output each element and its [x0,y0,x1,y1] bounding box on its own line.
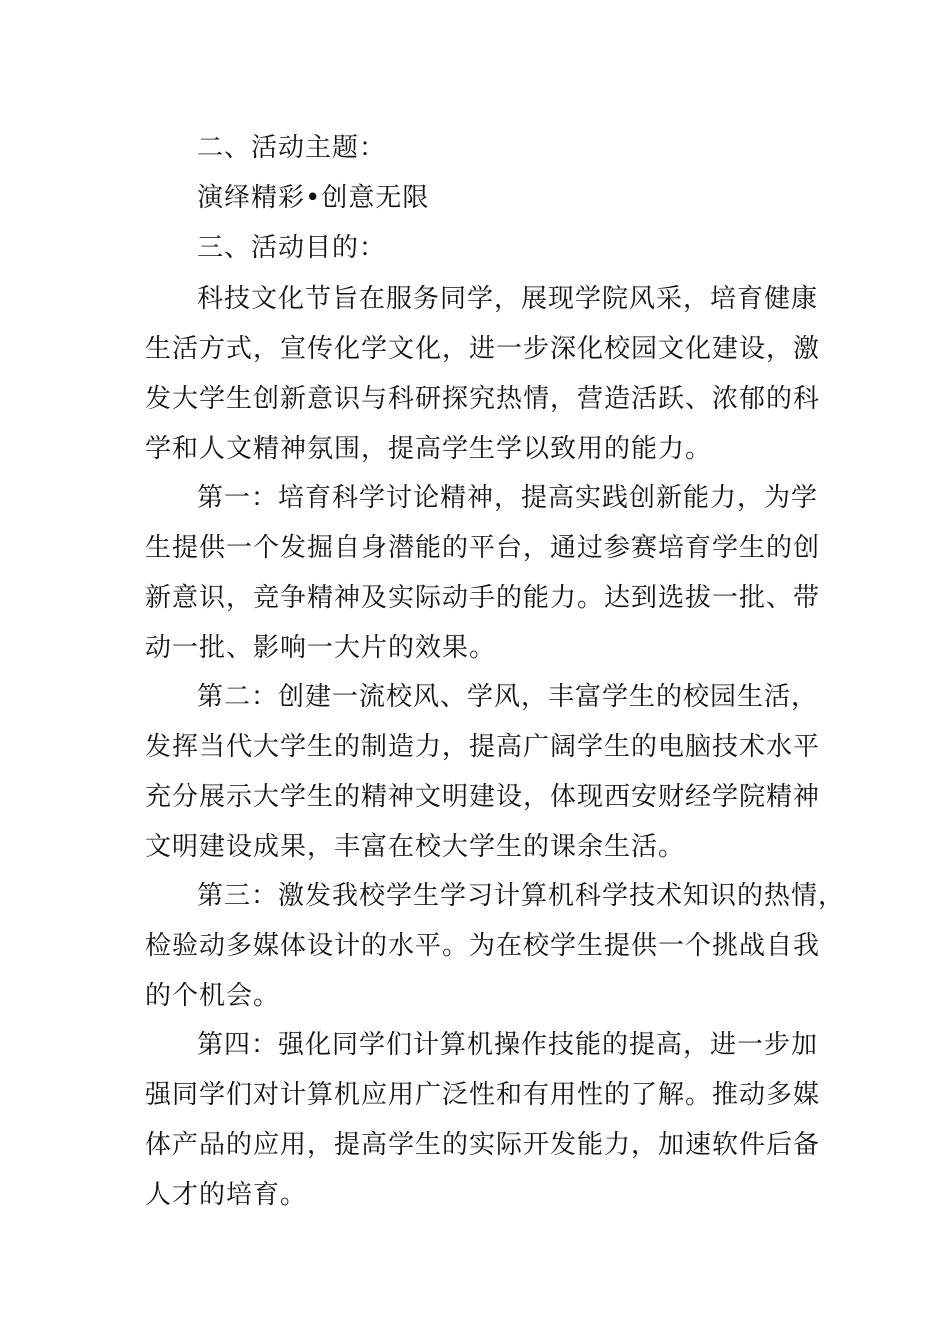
paragraph-line: 生提供一个发掘自身潜能的平台，通过参赛培育学生的创 [145,533,821,563]
paragraph-line: 新意识，竞争精神及实际动手的能力。达到选拔一批、带 [145,583,821,613]
paragraph-line: 第一：培育科学讨论精神，提高实践创新能力，为学 [197,483,819,513]
paragraph-line: 生活方式，宣传化学文化，进一步深化校园文化建设，激 [145,334,821,364]
paragraph-line: 检验动多媒体设计的水平。为在校学生提供一个挑战自我 [145,931,821,961]
paragraph-line: 充分展示大学生的精神文明建设，体现西安财经学院精神 [145,782,821,812]
paragraph-line: 科技文化节旨在服务同学，展现学院风采，培育健康 [197,284,819,314]
paragraph-line: 强同学们对计算机应用广泛性和有用性的了解。推动多媒 [145,1080,821,1110]
paragraph-line: 发挥当代大学生的制造力，提高广阔学生的电脑技术水平 [145,732,821,762]
paragraph-line: 的个机会。 [145,981,281,1011]
section-heading-theme: 二、活动主题： [197,133,387,163]
paragraph-line: 学和人文精神氛围，提高学生学以致用的能力。 [145,434,713,464]
paragraph-line: 体产品的应用，提高学生的实际开发能力，加速软件后备 [145,1130,821,1160]
paragraph-line: 动一批、影响一大片的效果。 [145,633,497,663]
theme-text: 演绎精彩•创意无限 [197,183,430,213]
paragraph-line: 发大学生创新意识与科研探究热情，营造活跃、浓郁的科 [145,384,821,414]
paragraph-line: 人才的培育。 [145,1180,308,1210]
paragraph-line: 第二：创建一流校风、学风，丰富学生的校园生活， [197,682,819,712]
paragraph-line: 文明建设成果，丰富在校大学生的课余生活。 [145,832,686,862]
paragraph-line: 第三：激发我校学生学习计算机科学技术知识的热情， [197,881,846,911]
paragraph-line: 第四：强化同学们计算机操作技能的提高，进一步加 [197,1030,819,1060]
section-heading-purpose: 三、活动目的： [197,233,387,263]
